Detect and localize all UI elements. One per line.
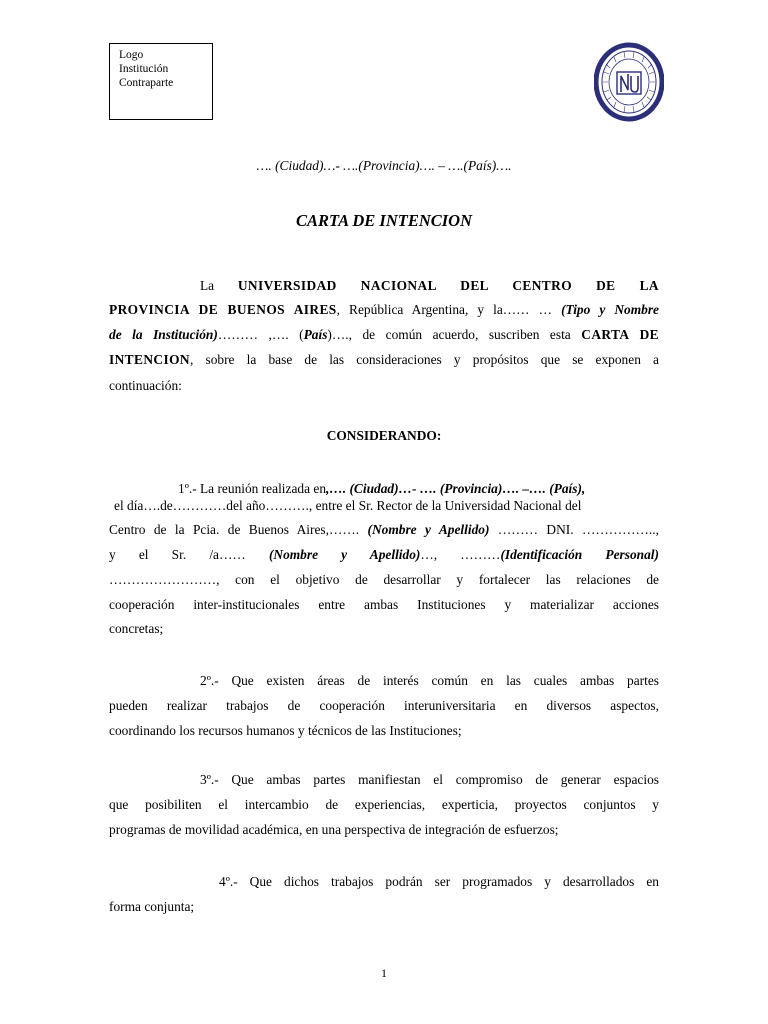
item1-line-6: cooperación inter-institucionales entre ambas Instituciones y materializar acciones bbox=[109, 597, 659, 612]
intro-text: La bbox=[200, 278, 215, 293]
province-name: PROVINCIA DE BUENOS AIRES bbox=[109, 302, 337, 317]
item3-line-2: que posibiliten el intercambio de experiencias, experticia, proyectos conjuntos y bbox=[109, 797, 659, 812]
country-placeholder: País bbox=[303, 327, 328, 342]
item1-text: Centro de la Pcia. de Buenos Aires,……. bbox=[109, 522, 360, 537]
intro-text: , sobre la base de las consideraciones y propósitos que se exponen a bbox=[189, 352, 659, 367]
item1-line-3 bbox=[109, 522, 659, 538]
item1-text: …, ……… bbox=[420, 547, 501, 562]
logo-placeholder-line2: Institución bbox=[119, 63, 169, 75]
item1-line-7: concretas; bbox=[109, 621, 164, 636]
intro-line-3 bbox=[109, 327, 659, 343]
logo-placeholder-line1: Logo bbox=[119, 49, 144, 61]
counterpart-logo-placeholder bbox=[109, 43, 213, 120]
item1-line-5: ……………………, con el objetivo de desarrollar y fortalecer las relaciones de bbox=[109, 572, 659, 587]
intro-text: ……… ,…. ( bbox=[217, 327, 304, 342]
logo-placeholder-line3: Contraparte bbox=[119, 77, 174, 89]
item1-line-1 bbox=[178, 481, 659, 497]
letter-name-reference: INTENCION bbox=[109, 352, 190, 367]
item1-text: y el Sr. /a…… bbox=[109, 547, 246, 562]
item1-line-4 bbox=[109, 547, 659, 563]
location-line: …. (Ciudad)…- ….(Provincia)…. – ….(País)…. bbox=[256, 158, 512, 173]
item4-line-1: 4º.- Que dichos trabajos podrán ser programados y desarrollados en bbox=[219, 874, 659, 889]
item2-line-2: pueden realizar trabajos de cooperación interuniversitaria en diversos aspectos, bbox=[109, 698, 659, 713]
intro-line-2 bbox=[109, 302, 659, 318]
institution-name-placeholder: de la Institución) bbox=[109, 327, 218, 342]
considerando-heading: CONSIDERANDO: bbox=[326, 428, 442, 443]
intro-text: , República Argentina, y la…… … bbox=[336, 302, 552, 317]
item4-line-2: forma conjunta; bbox=[109, 899, 195, 914]
document-title: CARTA DE INTENCION bbox=[295, 211, 473, 230]
institution-type-placeholder: (Tipo y Nombre bbox=[561, 302, 659, 317]
intro-line-1 bbox=[200, 278, 659, 294]
item1-line-2: el día….de…………del año………., entre el Sr. Rector de la Universidad Nacional del bbox=[114, 498, 582, 513]
counterpart-name-placeholder: (Nombre y Apellido) bbox=[268, 547, 421, 562]
university-name: UNIVERSIDAD NACIONAL DEL CENTRO DE LA bbox=[237, 278, 659, 293]
item1-location-placeholder: ,…. (Ciudad)…- …. (Provincia)…. –…. (País), bbox=[326, 481, 586, 496]
letter-name-reference: CARTA DE bbox=[581, 327, 660, 342]
item3-line-3: programas de movilidad académica, en una perspectiva de integración de esfuerzos; bbox=[109, 822, 559, 837]
intro-text: )…., de común acuerdo, suscriben esta bbox=[327, 327, 571, 342]
page-number: 1 bbox=[381, 966, 387, 980]
rector-name-placeholder: (Nombre y Apellido) bbox=[367, 522, 490, 537]
item3-line-1: 3º.- Que ambas partes manifiestan el compromiso de generar espacios bbox=[200, 772, 659, 787]
item2-line-1: 2º.- Que existen áreas de interés común en las cuales ambas partes bbox=[200, 673, 659, 688]
university-seal-logo bbox=[594, 42, 664, 122]
id-placeholder: (Identificación Personal) bbox=[500, 547, 659, 562]
item1-number-text: 1º.- La reunión realizada en bbox=[178, 481, 327, 496]
intro-line-5: continuación: bbox=[109, 378, 182, 393]
item1-text: ……… DNI. …………….., bbox=[497, 522, 659, 537]
item2-line-3: coordinando los recursos humanos y técnicos de las Instituciones; bbox=[109, 723, 462, 738]
intro-line-4 bbox=[109, 352, 659, 368]
